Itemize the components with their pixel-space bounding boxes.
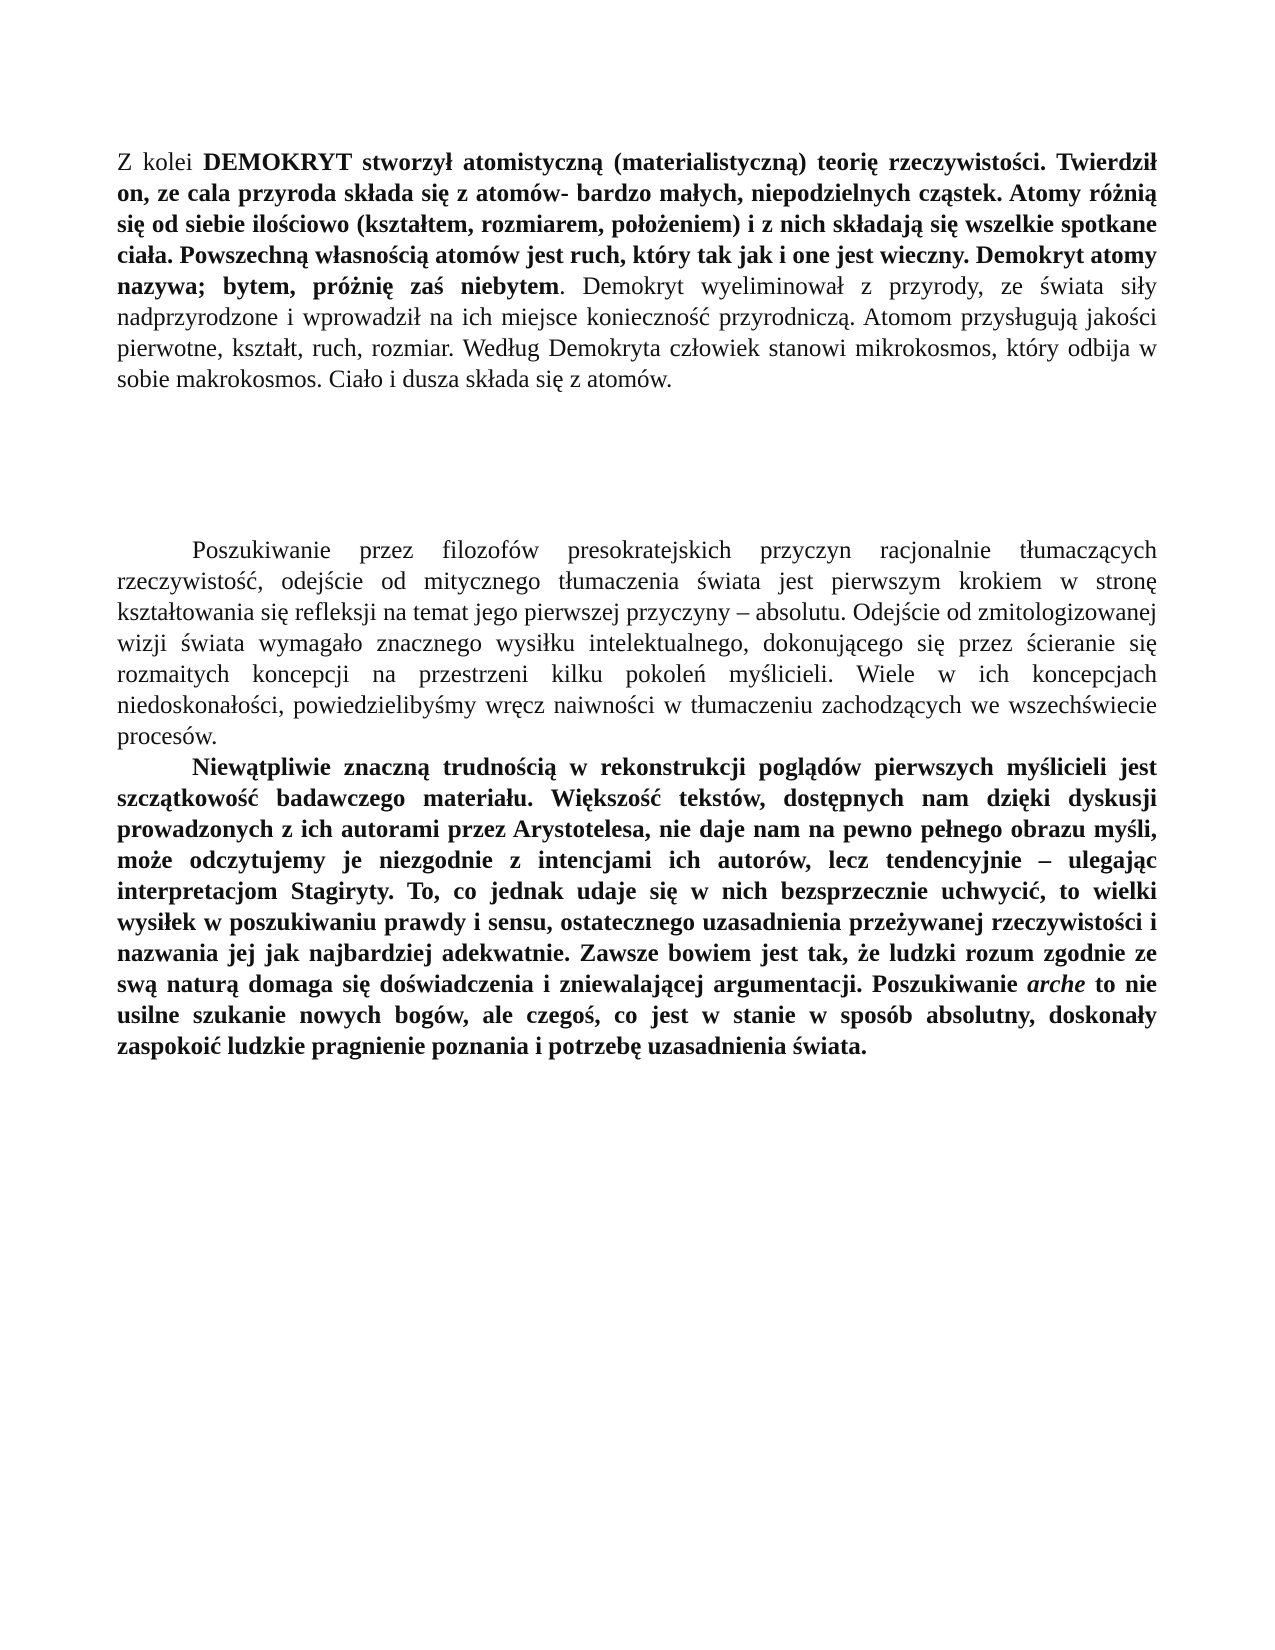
paragraph-reconstruction-text-1: Niewątpliwie znaczną trudnością w rekonstrukcji poglądów pierwszych myślicieli jest szczątkowość badawczego materiału. Większość tekstów, dostępnych nam dzięki dyskusji prowadzonych z ich autorami przez Arystotelesa, nie daje nam na pewno pełnego obrazu myśli, może odczytujemy je niezgodnie z intencjami ich autorów, lecz tendencyjnie – ulegając interpretacjom Stagiryty. To, co jednak udaje się w nich bezsprzecznie uchwycić, to wielki wysiłek w poszukiwaniu prawdy i sensu, ostatecznego uzasadnienia przeżywanej rzeczywistości i nazwania jej jak najbardziej adekwatnie. Zawsze bowiem jest tak, że ludzki rozum zgodnie ze swą naturą domaga się doświadczenia i zniewalającej argumentacji. Poszukiwanie [117, 754, 1157, 998]
paragraph-reconstruction [117, 752, 1157, 1062]
paragraph-demokryt-intro: Z kolei [117, 149, 204, 176]
paragraph-demokryt [117, 147, 1157, 395]
paragraph-presocratics: Poszukiwanie przez filozofów presokratejskich przyczyn racjonalnie tłumaczących rzeczywistość, odejście od mitycznego tłumaczenia świata jest pierwszym krokiem w stronę kształtowania się refleksji na temat jego pierwszej przyczyny – absolutu. Odejście od zmitologizowanej wizji świata wymagało znacznego wysiłku intelektualnego, dokonującego się przez ścieranie się rozmaitych koncepcji na przestrzeni kilku pokoleń myślicieli. Wiele w ich koncepcjach niedoskonałości, powiedzielibyśmy wręcz naiwności w tłumaczeniu zachodzących we wszechświecie procesów. [117, 537, 1157, 750]
paragraph-reconstruction-text-2: to nie usilne szukanie nowych bogów, ale czegoś, co jest w stanie w sposób absolutny, doskonały zaspokoić ludzkie pragnienie poznania i potrzebę uzasadnienia świata. [117, 971, 1157, 1060]
paragraph-demokryt-bold-text: DEMOKRYT stworzył atomistyczną (materialistyczną) teorię rzeczywistości. Twierdził on, ze cala przyroda składa się z atomów- bardzo małych, niepodzielnych cząstek. Atomy różnią się od siebie ilościowo (kształtem, rozmiarem, położeniem) i z nich składają się wszelkie spotkane ciała. Powszechną własnością atomów jest ruch, który tak jak i one jest wieczny. Demokryt atomy nazywa; bytem, próżnię zaś niebytem [117, 149, 1157, 300]
paragraph-demokryt-regular-text: . Demokryt wyeliminował z przyrody, ze świata siły nadprzyrodzone i wprowadził na ich miejsce konieczność przyrodniczą. Atomom przysługują jakości pierwotne, kształt, ruch, rozmiar. Według Demokryta człowiek stanowi mikrokosmos, który odbija w sobie makrokosmos. Ciało i dusza składa się z atomów. [117, 273, 1158, 393]
arche-term: arche [1027, 971, 1086, 998]
